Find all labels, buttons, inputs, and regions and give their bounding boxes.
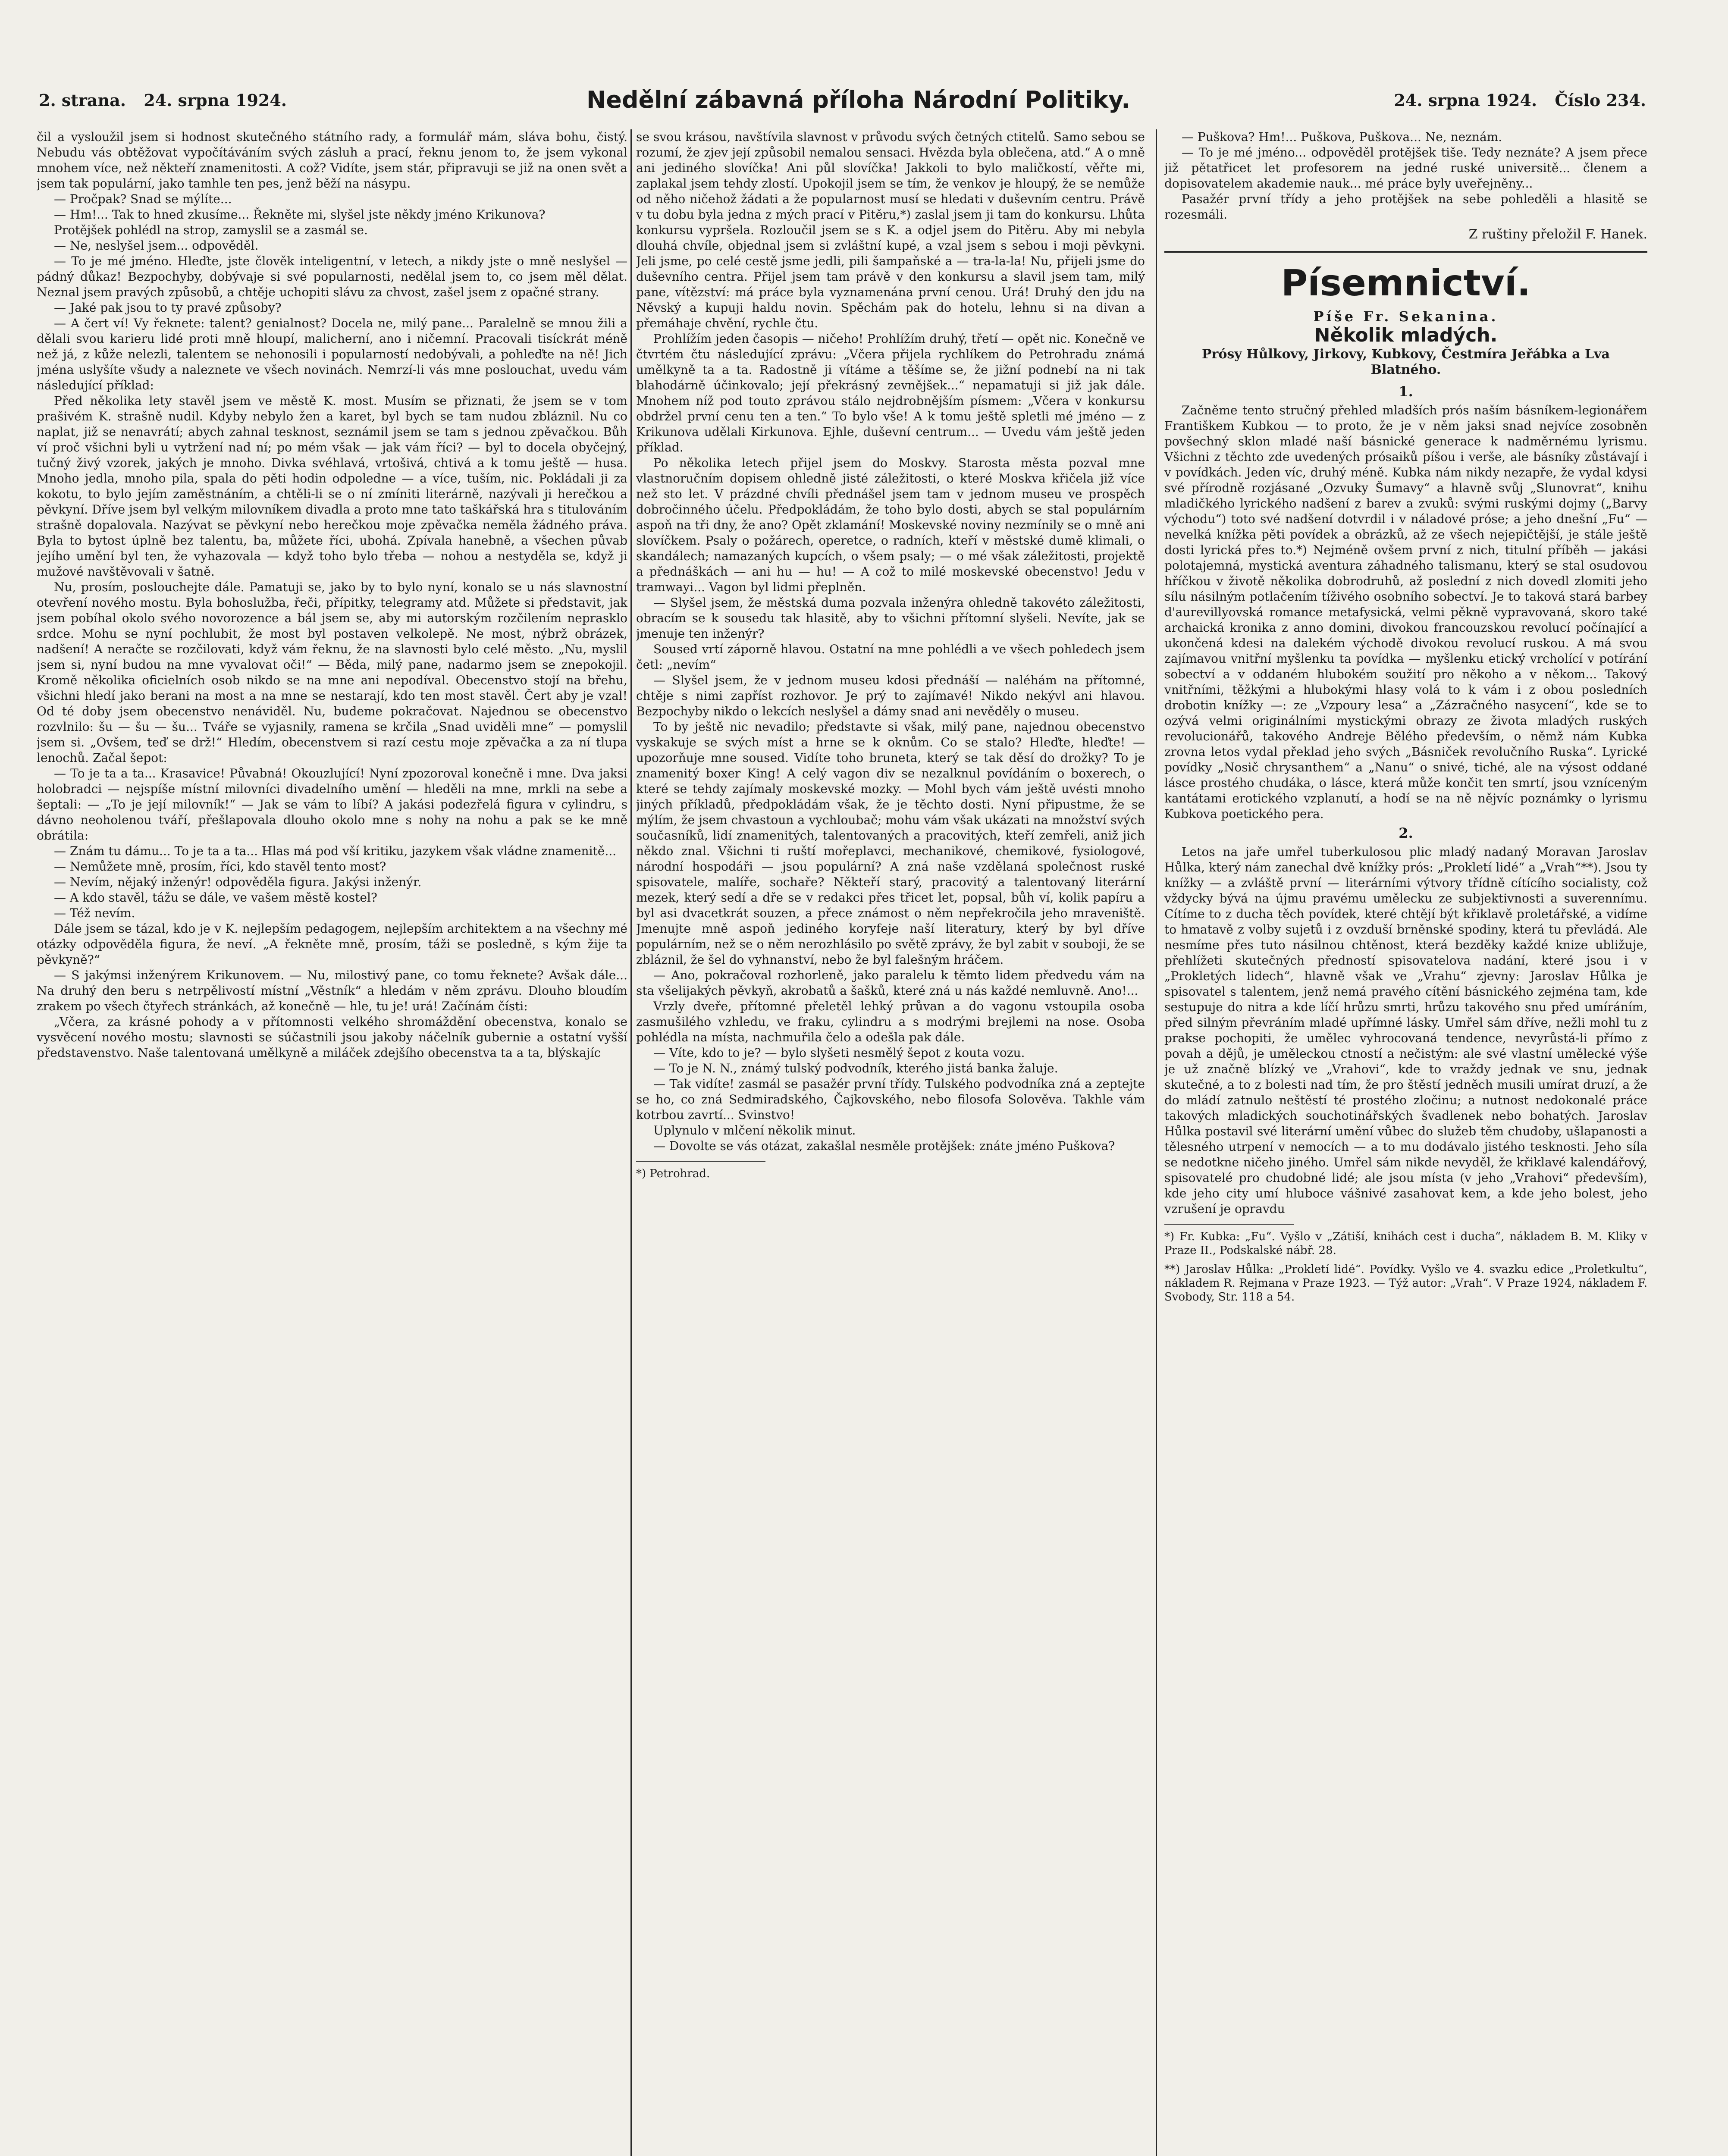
paragraph: To by ještě nic nevadilo; představte si však, milý pane, najednou obecenstvo vyskakuje se svých míst a hrne se k oknům. Co se stalo? Hleďte, hleďte! — upozorňuje mne soused. Vidíte toho bruneta, který se tak děsí do drožky? To je znamenitý boxer King! A celý vagon div se nezalknul povídáním o boxerech, o které se tehdy zajímaly moskevské mozky. — Mohl bych vám ještě uvésti mnoho jiných příkladů, předpokládám však, že je těchto dosti. Nyní připustme, že se mýlím, že jsem chvastoun a vychloubač; mohu vám však ukázati na množství svých současníků, lidí znamenitých, talentovaných a pracovitých, kteří zemřeli, aniž jich někdo znal. Všichni ti ruští mořeplavci, mechanikové, chemikové, fysiologové, národní hospodáři — jsou populární? A zná naše vzdělaná společnost ruské spisovatele, malíře, sochaře? Někteří starý, pracovitý a talentovaný literární mezek, který sedí a dře se v redakci přes třicet let, popsal, bůh ví, kolik papíru a byl asi dvacetkrát souzen, a přece známost o něm nepřekročila jeho mraveniště. Jmenujte mně aspoň jediného koryfeje naší literatury, který by byl dříve populárním, než se o něm nerozhlásilo po světě zprávy, že byl zabit v souboji, že se zbláznil, že šel do vyhnanství, nebo že byl falešným hráčem.: [636, 720, 1145, 967]
paragraph: — To je N. N., známý tulský podvodník, kterého jistá banka žaluje.: [653, 1061, 1058, 1075]
paragraph: Protějšek pohlédl na strop, zamyslil se a zasmál se.: [54, 223, 368, 237]
paragraph: Prohlížím jeden časopis — ničeho! Prohlížím druhý, třetí — opět nic. Konečně ve čtvrtém čtu následující zprávu: „Včera přijela rychlíkem do Petrohradu známá umělkyně ta a ta. Radostně ji vítáme a těšíme se, že jižní podnebí na ni tak blahodárně účinkovalo; její překrásný zevnějšek...“ nepamatuji si již jak dále. Mnohem níž pod touto zprávou stálo nejdrobnějším písmem: „Včera v konkursu obdržel první cenu ten a ten.“ To bylo vše! A k tomu ještě spletli mé jméno — z Krikunova udělali Kirkunova. Ejhle, duševní centrum... — Uvedu vám ještě jeden příklad.: [636, 332, 1145, 454]
article-title: Několik mladých.: [1314, 324, 1498, 346]
paragraph: — Slyšel jsem, že městská duma pozvala inženýra ohledně takovéto záležitosti, obracím se k sousedu tak hlasitě, aby to všichni přítomní slyšeli. Nevíte, jak se jmenuje ten inženýr?: [636, 595, 1145, 641]
paragraph: — A kdo stavěl, tážu se dále, ve vašem městě kostel?: [54, 890, 377, 905]
page-number: 2. strana.: [39, 91, 126, 110]
footnote-rule: [636, 1161, 765, 1162]
paragraph: — Jaké pak jsou to ty pravé způsoby?: [54, 301, 282, 315]
paragraph: „Včera, za krásné pohody a v přítomnosti velkého shromáždění obecenstva, konalo se vysvěcení nového mostu; slavnosti se súčastnili jsou jakoby náčelník gubernie a ostatní vyšší představenstvo. Naše talentovaná umělkyně a miláček zdejšího obecenstva ta a ta, blýskajíc: [37, 1015, 627, 1060]
paragraph: — To je ta a ta... Krasavice! Půvabná! Okouzlující! Nyní zpozoroval konečně i mne. Dva jaksi holobradci — nejspíše místní milovníci divadelního umění — hleděli na mne, mrkli na sebe a šeptali: — „To je její milovník!“ — Jak se vám to líbí? A jakási podezřelá figura v cylindru, s dávno neoholenou tváří, přešlapovala dlouho okolo mne s nohy na nohu a pak se ke mně obrátila:: [37, 766, 627, 843]
part-number: 2.: [1399, 825, 1413, 841]
page-header: [0, 0, 1728, 129]
paragraph: Před několika lety stavěl jsem ve městě K. most. Musím se přiznati, že jsem se v tom prašivém K. strašně nudil. Kdyby nebylo žen a karet, byl bych se tam nudou zbláznil. Nu co naplat, již se nenavrátí; abych zahnal tesknost, seznámil jsem se tam s jednou zpěvačkou. Bůh ví proč všichni byli u vytržení nad ní; po mém však — jak vám říci? — byl to docela obyčejný, tučný živý vzorek, jakých je mnoho. Divka svéhlavá, vrtošivá, chtivá a k tomu ještě — husa. Mnoho jedla, mnoho pila, spala do pěti hodin odpoledne — a více, tuším, nic. Pokládali ji za kokotu, to bylo jejím zaměstnáním, a chtěli-li se o ní zmíniti literárně, nazývali ji herečkou a pěvkyní. Dříve jsem byl velkým milovníkem divadla a proto mne tato taškářská hra s titulováním strašně dopalovala. Nazývat se pěvkyní nebo herečkou moje zpěvačka neměla žádného práva. Byla to bytost úplně bez talentu, ba, můžete říci, ubohá. Zpívala hanebně, a všechen půvab jejího umění byl ten, že vyhazovala — když toho bylo třeba — nohou a nestyděla se, když ji mužové navštěvovali v šatně.: [37, 394, 627, 579]
paragraph: Letos na jaře umřel tuberkulosou plic mladý nadaný Moravan Jaroslav Hůlka, který nám zanechal dvě knížky prós: „Prokletí lidé“ a „Vrah“**). Jsou ty knížky — a zvláště první — literárními výtvory třídně cítícího socialisty, což vždycky bývá na újmu pravému umělecku ze subjektivnosti a suverennímu. Cítíme to z ducha těch povídek, které chtějí být křiklavě proletářské, a vidíme to hmatavě z volby sujetů i z ovzduší brněnské spodiny, která tu převládá. Ale nesmíme přes tuto násilnou chtěnost, která bezděky každé knize ubližuje, přehlížeti skutečných předností spisovatelova nadání, které jsou i v „Prokletých lidech“, hlavně však ve „Vrahu“ zjevny: Jaroslav Hůlka je spisovatel s talentem, jenž nemá pravého cítění básnického zejména tam, kde sestupuje do nitra a kde líčí hrůzu smrti, hrůzu takového snu před umíráním, před silným převráním mladé upřímné lásky. Umřel sám dříve, nežli mohl tu z prakse pochopiti, že umělec vyhrocovaná tendence, nevyrůstá-li přímo z povah a dějů, je uměleckou ctností a nečistým: ale své vlastní umělecké výše je už značně blízký ve „Vrahovi“, kde to vraždy jednak ve snu, jednak skutečné, a to z bolesti nad tím, že pro štěstí jedněch musili umírat druzí, a že do mládí zatnulo neštěstí té prostého zločinu; a nutnost nedokonalé práce takových mladických souchotinářských švadlenek nebo bohatých. Jaroslav Hůlka postavil své literární umění vůbec do služeb těm chudoby, ušlapanosti a tělesného utrpení v nemocích — a to mu dodávalo jistého tesknosti. Jeho síla se nedotkne ničeho jiného. Umřel sám nikde nevyděl, že křiklavé kalendářový, spisovatelé pro chudobné lidé; ale jsou místa (v jeho „Vrahovi“ především), kde jeho city umí hluboce vášnivé zasahovat kem, a kde jeho bolest, jeho vzrušení je opravdu: [1164, 845, 1647, 1216]
paragraph: — Ano, pokračoval rozhorleně, jako paralelu k těmto lidem předvedu vám na sta všelijakých pěvkyň, akrobatů a šašků, které zná u nás každé nemluvně. Ano!...: [636, 968, 1145, 998]
paragraph: — Slyšel jsem, že v jednom museu kdosi přednáší — naléhám na přítomné, chtěje s nimi zapříst rozhovor. Je prý to zajímavé! Nikdo nekývl ani hlavou. Bezpochyby nikdo o lekcích neslyšel a dámy snad ani nevěděly o museu.: [636, 673, 1145, 718]
part-number: 1.: [1399, 383, 1413, 400]
paragraph: — Nemůžete mně, prosím, říci, kdo stavěl tento most?: [54, 859, 386, 874]
footnote: **) Jaroslav Hůlka: „Prokletí lidé“. Povídky. Vyšlo ve 4. svazku edice „Proletkultu“, nákladem R. Rejmana v Praze 1923. — Týž autor: „Vrah“. V Praze 1924, nákladem F. Svobody, Str. 118 a 54.: [1164, 1263, 1647, 1304]
paragraph: Vrzly dveře, přítomné přeletěl lehký průvan a do vagonu vstoupila osoba zasmušilého vzhledu, ve fraku, cylindru a s modrými brejlemi na nose. Osoba pohlédla na místa, nachmuřila čelo a odešla pak dále.: [636, 999, 1145, 1044]
issue-number: Číslo 234.: [1555, 91, 1646, 110]
section-title: Písemnictví.: [1281, 262, 1531, 304]
paragraph: — Znám tu dámu... To je ta a ta... Hlas má pod vší kritiku, jazykem však vládne znamenitě...: [54, 844, 617, 858]
paragraph: — Ne, neslyšel jsem... odpověděl.: [54, 238, 259, 253]
column-1: [37, 129, 627, 2156]
column-rule: [630, 129, 632, 2156]
column-rule: [1156, 129, 1157, 2156]
footnote: *) Fr. Kubka: „Fu“. Vyšlo v „Zátiší, knihách cest i ducha“, nákladem B. M. Kliky v Praze II., Podskalské nábř. 28.: [1164, 1230, 1647, 1257]
paragraph: Začněme tento stručný přehled mladších prós naším básníkem-legionářem Františkem Kubkou — to proto, že je v něm jaksi snad nejvíce zosobněn povšechný sklon mladé naší básnické generace k nadměrnému lyrismu. Všichni z těchto zde uvedených prósaiků píšou i verše, ale básníky zůstávají i v povídkách. Jeden víc, druhý méně. Kubka nám nikdy nezapře, že vydal kdysi své přírodně rozjásané „Ozvuky Šumavy“ a hlavně svůj „Slunovrat“, knihu mladičkého lyrického nadšení z barev a zvuků: svými ruskými dojmy („Barvy východu“) toto své nadšení dotvrdil i v náladové próse; a jeho dnešní „Fu“ — nevelká knížka pěti povídek a obrázků, až ze všech nejepičtější, je stále ještě dosti lyrická přes to.*) Nejméně ovšem první z nich, titulní příběh — jakási polotajemná, mystická aventura záhadného talismanu, který se stal osudovou hříčkou v životě několika dobrodruhů, až poslední z nich dovedl zlomiti jeho sílu násilným potlačením tíživého osobního sobectví. Je to taková stará barbey d'aurevillyovská romance metafysická, velmi pěkně vypravovaná, skoro také archaická kronika z anno domini, divokou francouzskou revolucí počínající a ukončená kdesi na dalekém východě divokou revolucí ruskou. A má svou zajímavou vnitřní myšlenku ta povídka — myšlenku etický vrcholící v potírání sobectví a v oddaném hlubokém soužití pro někoho a v někom... Takový vnitřními, těžkými a hlubokými hlasy volá to k vám i z obou posledních drobotin knížky —: ze „Vzpoury lesa“ a „Zázračného nasycení“, kde se to ozývá velmi originálními mystickými obrazy ze života mladých ruských revolucionářů, takového Andreje Bělého především, o němž nám Kubka zrovna letos vydal překlad jeho svých „Básniček revolučního Ruska“. Lyrické povídky „Nosič chrysanthem“ a „Nanu“ o snivé, tiché, ale na výsost oddané lásce prostého chudáka, o lásce, která může končit ten smrtí, jsou vzníceným kantátami erotického vzplanutí, a hodí se na ně nějvíc poznámky o lyrismu Kubkova poetického pera.: [1164, 403, 1647, 821]
paragraph: — To je mé jméno. Hleďte, jste člověk inteligentní, v letech, a nikdy jste o mně neslyšel — pádný důkaz! Bezpochyby, dobývaje si své popularnosti, nedělal jsem to, co jsem měl dělat. Neznal jsem pravých způsobů, a chtěje uchopiti slávu za chvost, zašel jsem z opačné strany.: [37, 254, 627, 299]
paragraph: — Puškova? Hm!... Puškova, Puškova... Ne, neznám.: [1182, 130, 1502, 144]
paragraph: — A čert ví! Vy řeknete: talent? genialnost? Docela ne, milý pane... Paralelně se mnou žili a dělali svou karieru lidé proti mně hloupí, malicherní, ano i ničemní. Pracovali tisíckrát méně než já, z kůže nelezli, talentem se nehonosili i popularností nedobývali, a pohleďte na ně! Jich jména uslyšíte všudy a naleznete ve všech novinách. Nemrzí-li vás mne poslouchat, uvedu vám následující příklad:: [37, 316, 627, 392]
footnote-rule: [1164, 1224, 1294, 1225]
paragraph: — To je mé jméno... odpověděl protějšek tiše. Tedy neznáte? A jsem přece již pětatřicet let profesorem na jedné ruské universitě... členem a dopisovatelem akademie nauk... mé práce byly uveřejněny...: [1164, 145, 1647, 191]
paragraph: čil a vysloužil jsem si hodnost skutečného státního rady, a formulář mám, sláva bohu, čistý. Nebudu vás obtěžovat vypočítáváním svých zásluh a prací, řeknu jenom to, že jsem vykonal mnohem více, než někteří znamenitosti. A což? Vidíte, jsem stár, připravuji se již na onen svět a jsem tak populární, jako tamhle ten pes, jenž běží na násypu.: [37, 130, 627, 191]
paragraph: — Dovolte se vás otázat, zakašlal nesměle protějšek: znáte jméno Puškova?: [653, 1139, 1115, 1153]
header-date-right: 24. srpna 1924.: [1394, 91, 1537, 110]
translator-credit: Z ruštiny přeložil F. Hanek.: [1468, 227, 1647, 242]
paragraph: — Hm!... Tak to hned zkusíme... Řekněte mi, slyšel jste někdy jméno Krikunova?: [54, 207, 546, 222]
column-3: [1164, 129, 1647, 2156]
paragraph: — Pročpak? Snad se mýlíte...: [54, 192, 232, 206]
header-right: [1382, 91, 1646, 110]
paragraph: Nu, prosím, poslouchejte dále. Pamatuji se, jako by to bylo nyní, konalo se u nás slavnostní otevření nového mostu. Byla bohoslužba, řeči, přípitky, telegramy atd. Můžete si představit, jak jsem pobíhal okolo svého novorozence a bál jsem se, aby mi autorským rozčilením neprasklo srdce. Mohu se nyní pochlubit, že most byl postaven velkolepě. Ne most, nýbrž obrázek, nadšení! A neračte se rozčilovati, když vám řeknu, že na slavnosti bylo celé město. „Nu, myslil jsem si, nyní budou na mne vyvalovat oči!“ — Běda, milý pane, nadarmo jsem se znepokojil. Kromě několika oficielních osob nikdo se na mne ani nepodíval. Obecenstvo stojí na břehu, všichni hledí jako berani na most a na mne se nestarají, kdo ten most stavěl. Čert aby je vzal! Od té doby jsem obecenstvo nenáviděl. Nu, budeme pokračovat. Najednou se obecenstvo rozvlnilo: šu — šu — šu... Tváře se vyjasnily, ramena se krčila „Snad uviděli mne“ — pomyslil jsem si. „Ovšem, teď se drž!“ Hledím, obecenstvem si razí cestu moje zpěvačka a za ní tlupa lenochů. Začal šepot:: [37, 580, 627, 765]
section-author: Píše Fr. Sekanina.: [1313, 308, 1499, 325]
header-date-left: 24. srpna 1924.: [144, 91, 287, 110]
section-divider: [1164, 251, 1647, 253]
footnote: *) Petrohrad.: [636, 1167, 710, 1180]
paragraph: — S jakýmsi inženýrem Krikunovem. — Nu, milostivý pane, co tomu řeknete? Avšak dále... Na druhý den beru s netrpělivostí místní „Věstník“ a hledám v něm zprávu. Dlouho bloudím zrakem po všech čtyřech stránkách, až konečně — hle, tu je! urá! Začínám čísti:: [37, 968, 627, 1013]
paragraph: Po několika letech přijel jsem do Moskvy. Starosta města pozval mne vlastnoručním dopisem ohledně jisté záležitosti, o které Moskva křičela již více než sto let. V prázdné chvíli přednášel jsem tam v jednom museu ve prospěch dobročinného účelu. Předpokládám, že toho bylo dosti, abych se stal populárním aspoň na tři dny, že ano? Opět zklamání! Moskevské noviny nezmínily se o mně ani slovíčkem. Psaly o požárech, operetce, o radních, kteří v městské dumě klimali, o skandálech; namazaných kupcích, o všem psaly; — o mé však záležitosti, projektě a přednáškách — ani hu — hu! — A což to milé moskevské obecenstvo! Jedu v tramwayi... Vagon byl lidmi přeplněn.: [636, 456, 1145, 594]
paragraph: Dále jsem se tázal, kdo je v K. nejlepším pedagogem, nejlepším architektem a na všechny mé otázky odpověděla figura, že neví. „A řekněte mně, prosím, táži se posledně, s kým žije ta pěvkyně?“: [37, 921, 627, 967]
paragraph: — Nevím, nějaký inženýr! odpověděla figura. Jakýsi inženýr.: [54, 875, 422, 889]
paragraph: Pasažér první třídy a jeho protějšek na sebe pohleděli a hlasitě se rozesmáli.: [1164, 192, 1647, 222]
paragraph: Soused vrtí záporně hlavou. Ostatní na mne pohlédli a ve všech pohledech jsem četl: „nevím“: [636, 642, 1145, 672]
article-subtitle: Prósy Hůlkovy, Jirkovy, Kubkovy, Čestmíra Jeřábka a Lva Blatného.: [1202, 347, 1610, 377]
paragraph: — Též nevím.: [54, 906, 135, 920]
header-left: [39, 91, 299, 110]
masthead: Nedělní zábavná příloha Národní Politiky.: [586, 86, 1130, 113]
paragraph: — Víte, kdo to je? — bylo slyšeti nesmělý šepot z kouta vozu.: [653, 1046, 1025, 1060]
paragraph: Uplynulo v mlčení několik minut.: [653, 1123, 856, 1138]
paragraph: se svou krásou, navštívila slavnost v průvodu svých četných ctitelů. Samo sebou se rozumí, že zjev její způsobil nemalou sensaci. Hvězda byla oblečena, atd.“ A o mně ani jediného slovíčka! Ani půl slovíčka! Jakkoli to bylo maličkostí, věřte mi, zaplakal jsem tehdy zlostí. Upokojil jsem se tím, že venkov je hloupý, že se nemůže od něho ničehož žádati a že popularnost musí se hledati v duševním centru. Právě v tu dobu byla jedna z mých prací v Pitěru,*) zaslal jsem ji tam do konkursu. Lhůta konkursu vypršela. Rozloučil jsem se s K. a odjel jsem do Pitěru. Aby mi nebyla dlouhá chvíle, objednal jsem si zvláštní kupé, a vzal jsem s sebou i moji pěvkyni. Jeli jsme, po celé cestě jsme jedli, pili šampaňské a — tra-la-la! Nu, přijeli jsme do duševního centra. Přijel jsem tam právě v den konkursu a slavil jsem tam, milý pane, vítězství: má práce byla vyznamenána první cenou. Urá! Druhý den jdu na Něvský a kupuji haldu novin. Spěchám pak do hotelu, lehnu si na divan a přemáhaje chvění, rychle čtu.: [636, 130, 1145, 330]
column-2: [636, 129, 1145, 2156]
paragraph: — Tak vidíte! zasmál se pasažér první třídy. Tulského podvodníka zná a zeptejte se ho, co zná Sedmiradského, Čajkovského, nebo filosofa Solověva. Takhle vám kotrbou zavrtí... Svinstvo!: [636, 1077, 1145, 1122]
